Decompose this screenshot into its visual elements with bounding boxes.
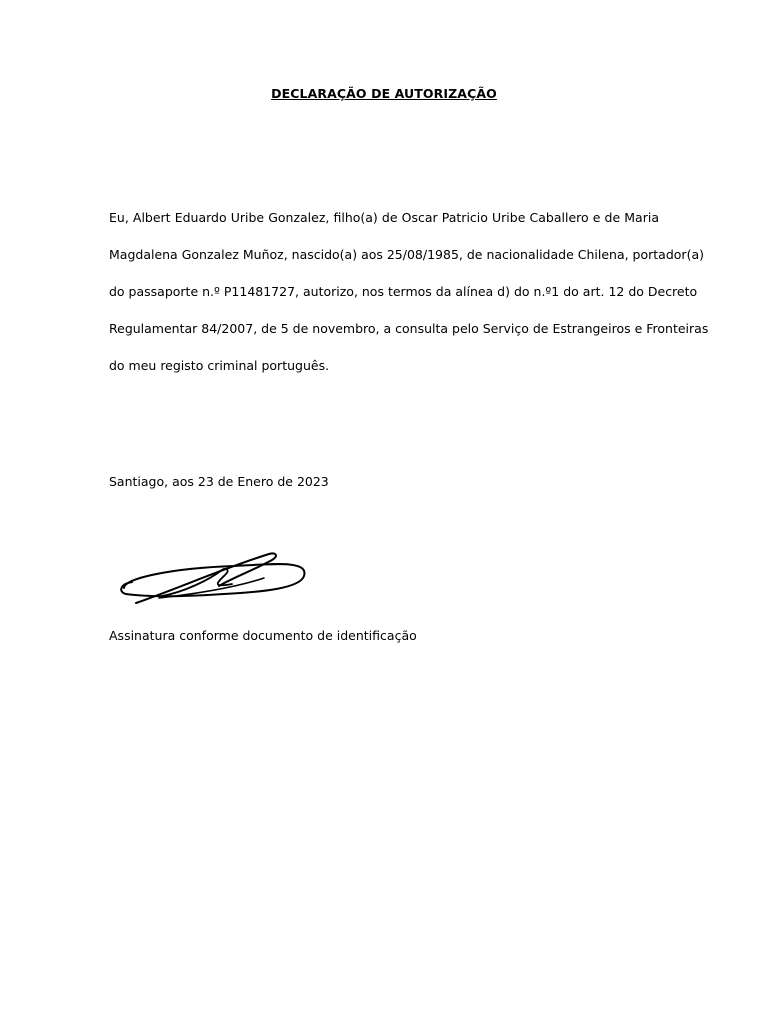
handwritten-signature <box>114 548 314 610</box>
body-line-3: do passaporte n.º P11481727, autorizo, nos termos da alínea d) do n.º1 do art. 12 do Decreto <box>109 284 698 299</box>
place-and-date: Santiago, aos 23 de Enero de 2023 <box>109 474 329 489</box>
declaration-body <box>109 199 709 384</box>
body-line-4: Regulamentar 84/2007, de 5 de novembro, a consulta pelo Serviço de Estrangeiros e Fronteiras <box>109 321 709 336</box>
document-title: DECLARAÇÃO DE AUTORIZAÇÃO <box>271 86 497 101</box>
body-line-1: Eu, Albert Eduardo Uribe Gonzalez, filho(a) de Oscar Patricio Uribe Caballero e de Maria <box>109 210 659 225</box>
signature-caption: Assinatura conforme documento de identificação <box>109 628 417 643</box>
body-line-2: Magdalena Gonzalez Muñoz, nascido(a) aos 25/08/1985, de nacionalidade Chilena, portador(a) <box>109 247 704 262</box>
body-line-5: do meu registo criminal português. <box>109 358 330 373</box>
